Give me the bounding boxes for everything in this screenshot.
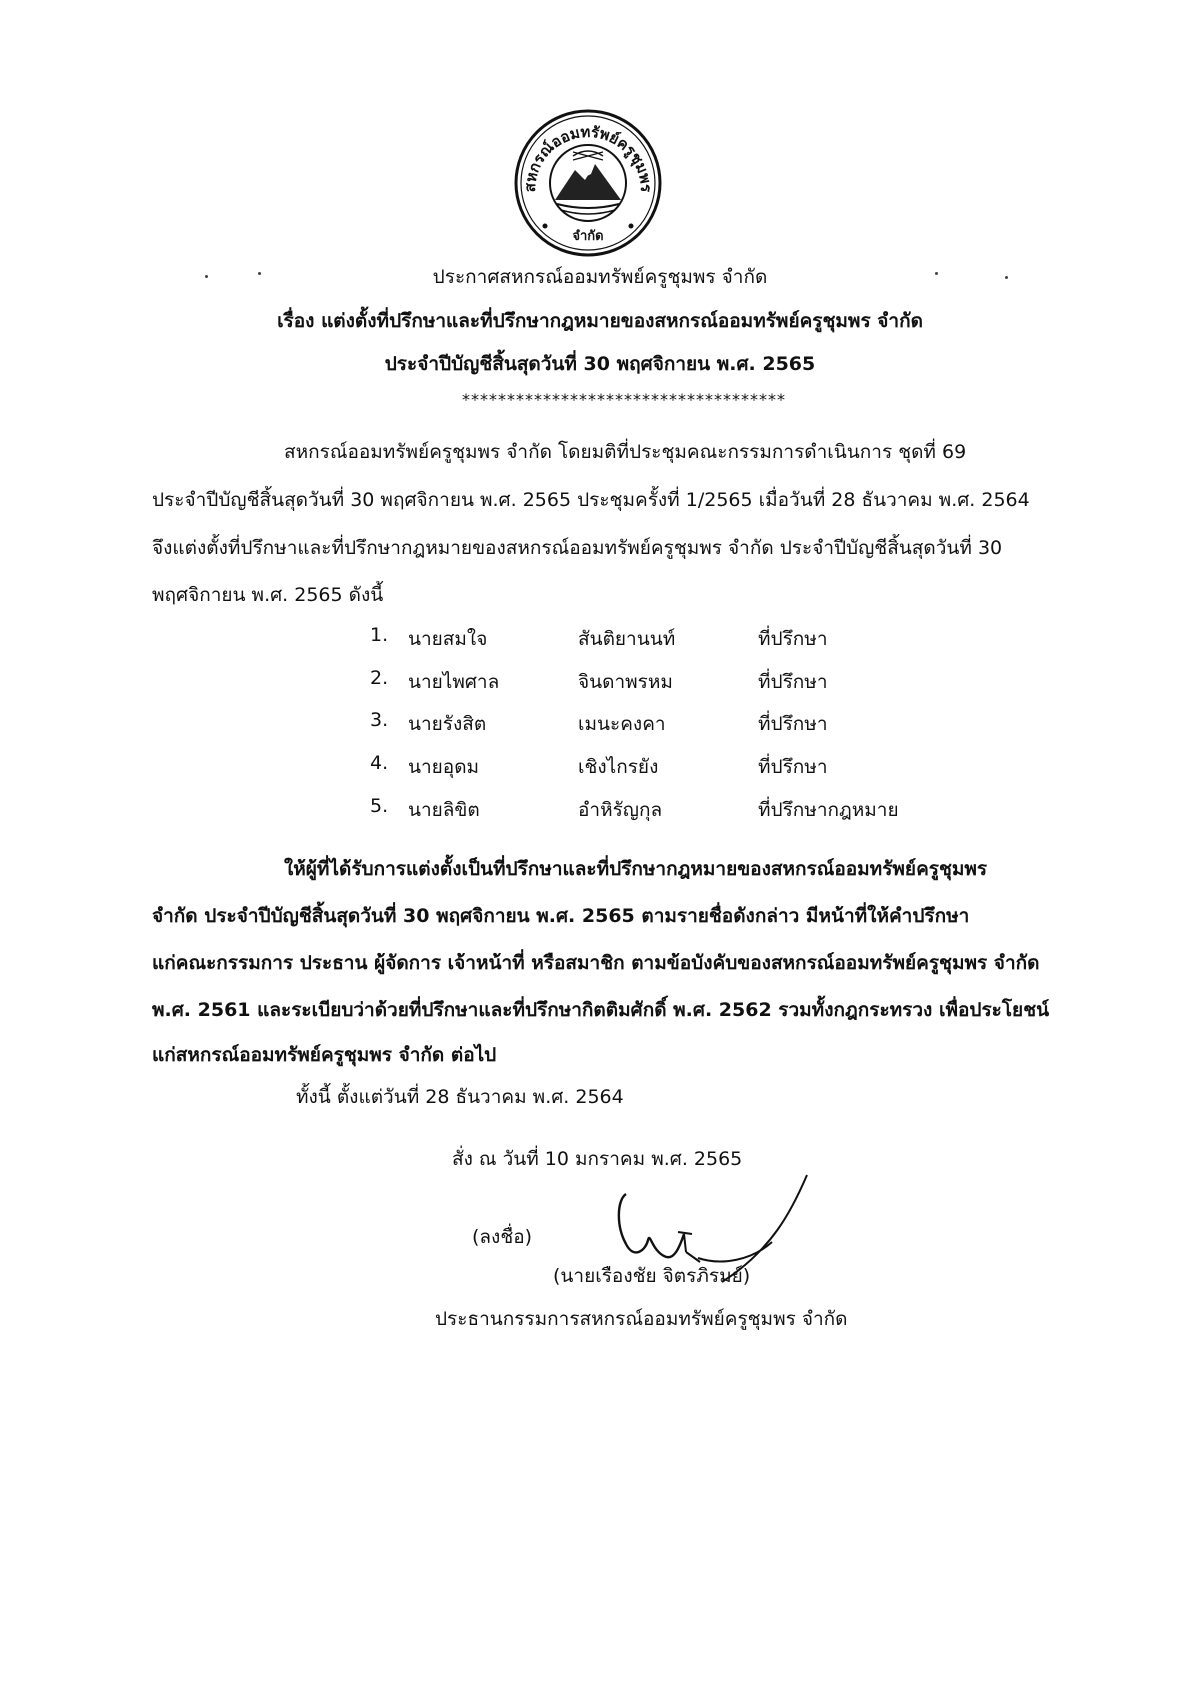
appointee-role: ที่ปรึกษากฎหมาย — [758, 799, 899, 821]
appointee-number: 5. — [370, 795, 389, 817]
appointee-number: 3. — [370, 709, 389, 731]
effective-date: ทั้งนี้ ตั้งแต่วันที่ 28 ธันวาคม พ.ศ. 2564 — [296, 1086, 624, 1108]
appointee-row — [370, 667, 930, 697]
appointee-last-name: สันติยานนท์ — [578, 628, 676, 650]
body-paragraph-1-line: พฤศจิกายน พ.ศ. 2565 ดังนี้ — [152, 584, 384, 606]
appointee-last-name: จินดาพรหม — [578, 671, 673, 693]
body-paragraph-2-line: แก่คณะกรรมการ ประธาน ผู้จัดการ เจ้าหน้าที่ หรือสมาชิก ตามข้อบังคับของสหกรณ์ออมทรัพย์ครูชุมพร จำกัด — [152, 952, 1040, 974]
appointee-row — [370, 752, 930, 782]
appointee-first-name: นายสมใจ — [408, 628, 488, 650]
seal-ring-text: สหกรณ์ออมทรัพย์ครูชุมพร — [520, 122, 656, 193]
header-separator: ************************************ — [462, 390, 786, 409]
signer-title: ประธานกรรมการสหกรณ์ออมทรัพย์ครูชุมพร จำกัด — [435, 1308, 848, 1330]
sign-label: (ลงชื่อ) — [472, 1226, 533, 1248]
appointee-row — [370, 624, 930, 654]
body-paragraph-2-line: จำกัด ประจำปีบัญชีสิ้นสุดวันที่ 30 พฤศจิกายน พ.ศ. 2565 ตามรายชื่อดังกล่าว มีหน้าที่ให้คำปรึกษา — [152, 905, 970, 927]
appointee-last-name: เมนะคงคา — [578, 713, 666, 735]
appointee-first-name: นายไพศาล — [408, 671, 500, 693]
body-paragraph-1-line: สหกรณ์ออมทรัพย์ครูชุมพร จำกัด โดยมติที่ประชุมคณะกรรมการดำเนินการ ชุดที่ 69 — [284, 441, 967, 463]
body-paragraph-2-line: ให้ผู้ที่ได้รับการแต่งตั้งเป็นที่ปรึกษาและที่ปรึกษากฎหมายของสหกรณ์ออมทรัพย์ครูชุมพร — [284, 858, 988, 880]
appointee-role: ที่ปรึกษา — [758, 713, 828, 735]
cooperative-seal-logo — [513, 108, 663, 258]
appointee-last-name: อำหิรัญกุล — [578, 799, 663, 821]
signer-name: (นายเรืองชัย จิตรภิรมย์) — [553, 1265, 751, 1287]
body-paragraph-2-line: พ.ศ. 2561 และระเบียบว่าด้วยที่ปรึกษาและที่ปรึกษากิตติมศักดิ์ พ.ศ. 2562 รวมทั้งกฎกระทรวง เพื่อประโยชน์ — [152, 999, 1050, 1021]
appointee-first-name: นายลิขิต — [408, 799, 480, 821]
body-paragraph-1-line: จึงแต่งตั้งที่ปรึกษาและที่ปรึกษากฎหมายของสหกรณ์ออมทรัพย์ครูชุมพร จำกัด ประจำปีบัญชีสิ้นสุดวันที่ 30 — [152, 537, 1003, 559]
appointee-number: 1. — [370, 624, 389, 646]
announcement-title: ประกาศสหกรณ์ออมทรัพย์ครูชุมพร จำกัด — [432, 266, 768, 288]
appointee-first-name: นายอุดม — [408, 756, 480, 778]
appointee-number: 2. — [370, 667, 389, 689]
appointee-number: 4. — [370, 752, 389, 774]
announcement-fiscal-year: ประจำปีบัญชีสิ้นสุดวันที่ 30 พฤศจิกายน พ.ศ. 2565 — [384, 353, 816, 375]
body-paragraph-1-line: ประจำปีบัญชีสิ้นสุดวันที่ 30 พฤศจิกายน พ.ศ. 2565 ประชุมครั้งที่ 1/2565 เมื่อวันที่ 28 ธันวาคม พ.ศ. 2564 — [152, 489, 1030, 511]
appointee-role: ที่ปรึกษา — [758, 671, 828, 693]
appointee-first-name: นายรังสิต — [408, 713, 487, 735]
announcement-subject: เรื่อง แต่งตั้งที่ปรึกษาและที่ปรึกษากฎหมายของสหกรณ์ออมทรัพย์ครูชุมพร จำกัด — [277, 310, 923, 332]
appointee-role: ที่ปรึกษา — [758, 628, 828, 650]
body-paragraph-2-line: แก่สหกรณ์ออมทรัพย์ครูชุมพร จำกัด ต่อไป — [152, 1044, 497, 1066]
seal-bottom-text: จำกัด — [572, 229, 604, 244]
appointee-last-name: เชิงไกรยัง — [578, 756, 659, 778]
order-date: สั่ง ณ วันที่ 10 มกราคม พ.ศ. 2565 — [452, 1148, 743, 1170]
appointee-row — [370, 795, 930, 825]
appointee-role: ที่ปรึกษา — [758, 756, 828, 778]
appointee-row — [370, 709, 930, 739]
